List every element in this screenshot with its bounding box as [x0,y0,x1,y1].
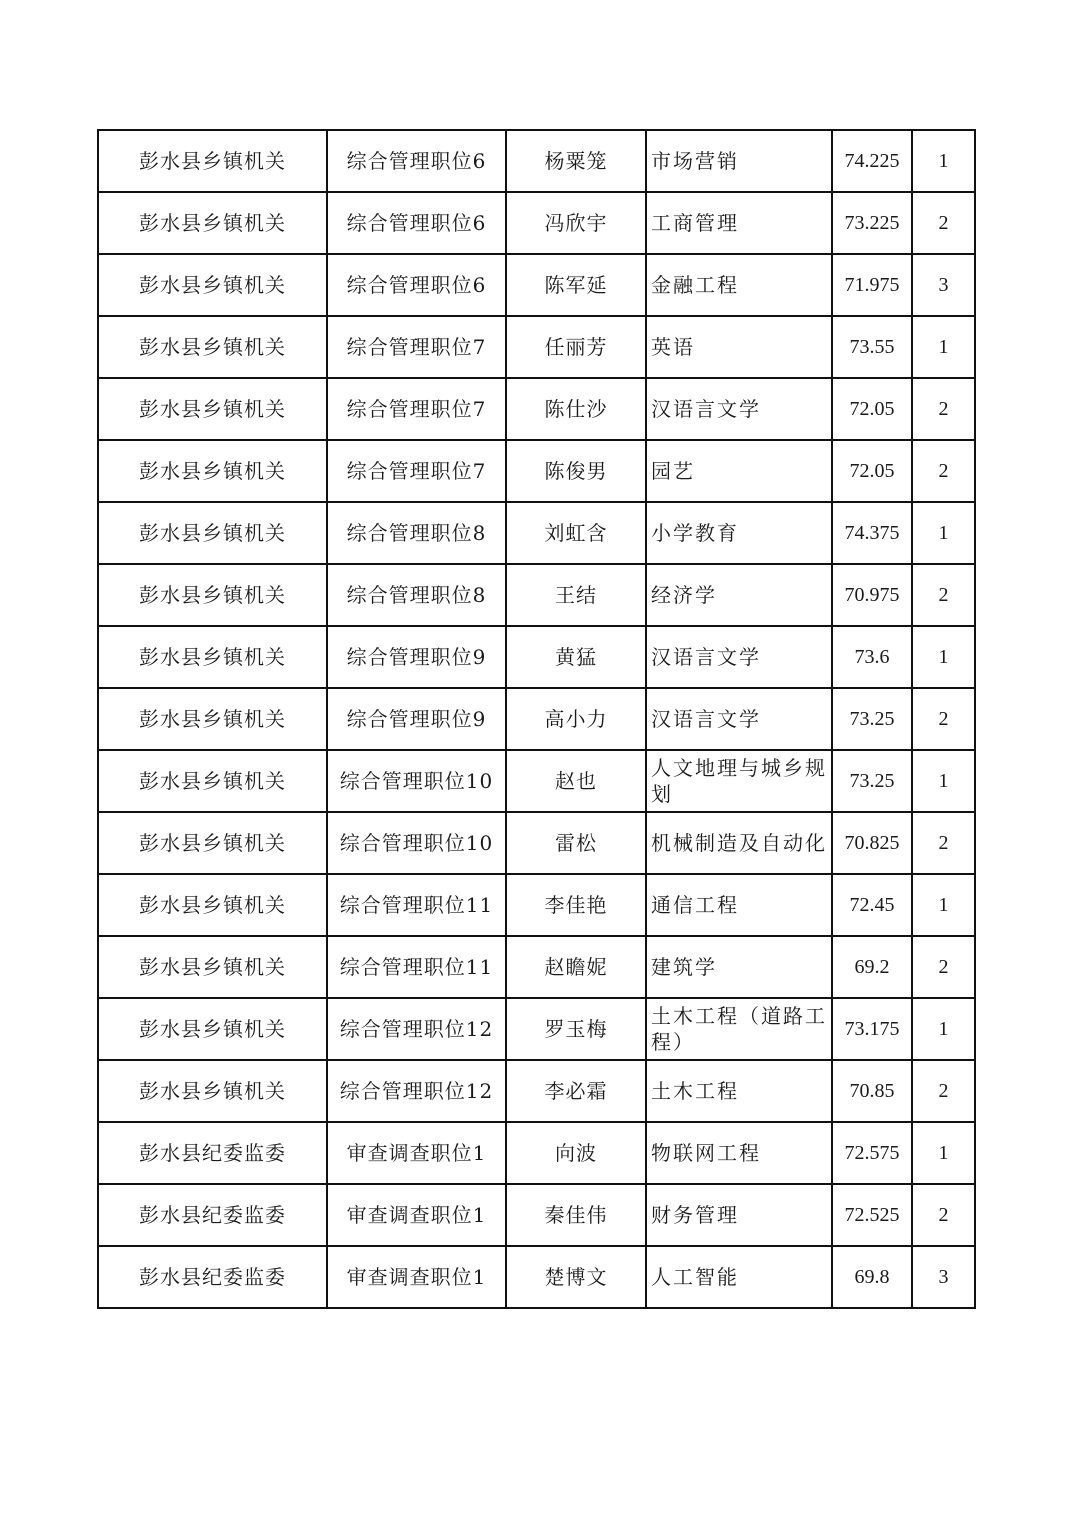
major-cell: 物联网工程 [646,1122,832,1184]
rank-cell: 2 [912,378,975,440]
score-cell: 71.975 [832,254,912,316]
name-cell: 李必霜 [506,1060,646,1122]
rank-cell: 2 [912,440,975,502]
name-cell: 冯欣宇 [506,192,646,254]
rank-cell: 1 [912,626,975,688]
major-cell: 机械制造及自动化 [646,812,832,874]
position-cell: 综合管理职位8 [327,502,506,564]
table-row [98,378,975,440]
unit-cell: 彭水县纪委监委 [98,1184,327,1246]
position-cell: 综合管理职位8 [327,564,506,626]
score-cell: 74.375 [832,502,912,564]
table-row [98,812,975,874]
major-cell: 市场营销 [646,130,832,192]
rank-cell: 2 [912,1184,975,1246]
score-cell: 73.55 [832,316,912,378]
table-row [98,316,975,378]
position-cell: 综合管理职位7 [327,316,506,378]
rank-cell: 1 [912,502,975,564]
rank-cell: 2 [912,688,975,750]
position-cell: 审查调查职位1 [327,1246,506,1308]
major-cell: 工商管理 [646,192,832,254]
table-row [98,440,975,502]
table-row [98,874,975,936]
name-cell: 杨粟笼 [506,130,646,192]
table-row [98,626,975,688]
score-cell: 70.825 [832,812,912,874]
table-row [98,130,975,192]
score-cell: 70.975 [832,564,912,626]
score-cell: 74.225 [832,130,912,192]
table-row [98,998,975,1060]
score-cell: 73.25 [832,750,912,812]
rank-cell: 1 [912,998,975,1060]
unit-cell: 彭水县乡镇机关 [98,874,327,936]
score-cell: 73.175 [832,998,912,1060]
name-cell: 秦佳伟 [506,1184,646,1246]
major-cell: 汉语言文学 [646,378,832,440]
position-cell: 综合管理职位12 [327,998,506,1060]
table-row [98,192,975,254]
name-cell: 楚博文 [506,1246,646,1308]
name-cell: 雷松 [506,812,646,874]
score-cell: 73.6 [832,626,912,688]
unit-cell: 彭水县乡镇机关 [98,936,327,998]
rank-cell: 3 [912,254,975,316]
rank-cell: 1 [912,750,975,812]
position-cell: 综合管理职位12 [327,1060,506,1122]
position-cell: 综合管理职位9 [327,688,506,750]
major-cell: 建筑学 [646,936,832,998]
position-cell: 综合管理职位6 [327,192,506,254]
rank-cell: 1 [912,130,975,192]
name-cell: 赵也 [506,750,646,812]
rank-cell: 1 [912,316,975,378]
major-cell: 经济学 [646,564,832,626]
unit-cell: 彭水县乡镇机关 [98,130,327,192]
position-cell: 审查调查职位1 [327,1122,506,1184]
name-cell: 任丽芳 [506,316,646,378]
table-row [98,254,975,316]
unit-cell: 彭水县乡镇机关 [98,1060,327,1122]
rank-cell: 1 [912,874,975,936]
table-row [98,750,975,812]
score-cell: 72.525 [832,1184,912,1246]
name-cell: 黄猛 [506,626,646,688]
major-cell: 土木工程 [646,1060,832,1122]
table-row [98,564,975,626]
rank-cell: 2 [912,564,975,626]
rank-cell: 2 [912,1060,975,1122]
name-cell: 李佳艳 [506,874,646,936]
position-cell: 综合管理职位7 [327,440,506,502]
major-cell: 小学教育 [646,502,832,564]
score-cell: 73.225 [832,192,912,254]
position-cell: 综合管理职位6 [327,130,506,192]
position-cell: 审查调查职位1 [327,1184,506,1246]
unit-cell: 彭水县乡镇机关 [98,626,327,688]
major-cell: 人文地理与城乡规划 [646,750,832,812]
unit-cell: 彭水县乡镇机关 [98,812,327,874]
major-cell: 人工智能 [646,1246,832,1308]
unit-cell: 彭水县乡镇机关 [98,564,327,626]
name-cell: 陈军延 [506,254,646,316]
major-cell: 通信工程 [646,874,832,936]
score-cell: 72.45 [832,874,912,936]
table-row [98,936,975,998]
table-row [98,502,975,564]
name-cell: 刘虹含 [506,502,646,564]
position-cell: 综合管理职位9 [327,626,506,688]
name-cell: 高小力 [506,688,646,750]
name-cell: 罗玉梅 [506,998,646,1060]
unit-cell: 彭水县乡镇机关 [98,440,327,502]
rank-cell: 1 [912,1122,975,1184]
major-cell: 汉语言文学 [646,626,832,688]
major-cell: 土木工程（道路工程） [646,998,832,1060]
unit-cell: 彭水县纪委监委 [98,1246,327,1308]
score-cell: 72.05 [832,440,912,502]
major-cell: 财务管理 [646,1184,832,1246]
score-cell: 69.2 [832,936,912,998]
name-cell: 赵瞻妮 [506,936,646,998]
major-cell: 英语 [646,316,832,378]
score-cell: 73.25 [832,688,912,750]
unit-cell: 彭水县乡镇机关 [98,192,327,254]
name-cell: 陈俊男 [506,440,646,502]
name-cell: 陈仕沙 [506,378,646,440]
position-cell: 综合管理职位10 [327,750,506,812]
unit-cell: 彭水县乡镇机关 [98,998,327,1060]
position-cell: 综合管理职位11 [327,874,506,936]
score-cell: 69.8 [832,1246,912,1308]
score-cell: 72.575 [832,1122,912,1184]
position-cell: 综合管理职位11 [327,936,506,998]
position-cell: 综合管理职位10 [327,812,506,874]
unit-cell: 彭水县乡镇机关 [98,502,327,564]
table-row [98,1246,975,1308]
rank-cell: 2 [912,192,975,254]
score-cell: 70.85 [832,1060,912,1122]
score-cell: 72.05 [832,378,912,440]
table-row [98,1122,975,1184]
position-cell: 综合管理职位7 [327,378,506,440]
position-cell: 综合管理职位6 [327,254,506,316]
results-table-body [98,130,975,1308]
results-table [97,129,976,1309]
major-cell: 金融工程 [646,254,832,316]
unit-cell: 彭水县乡镇机关 [98,254,327,316]
unit-cell: 彭水县乡镇机关 [98,688,327,750]
rank-cell: 2 [912,812,975,874]
name-cell: 向波 [506,1122,646,1184]
unit-cell: 彭水县乡镇机关 [98,750,327,812]
rank-cell: 2 [912,936,975,998]
unit-cell: 彭水县纪委监委 [98,1122,327,1184]
major-cell: 汉语言文学 [646,688,832,750]
table-row [98,1184,975,1246]
unit-cell: 彭水县乡镇机关 [98,378,327,440]
unit-cell: 彭水县乡镇机关 [98,316,327,378]
rank-cell: 3 [912,1246,975,1308]
major-cell: 园艺 [646,440,832,502]
table-row [98,1060,975,1122]
table-row [98,688,975,750]
name-cell: 王结 [506,564,646,626]
